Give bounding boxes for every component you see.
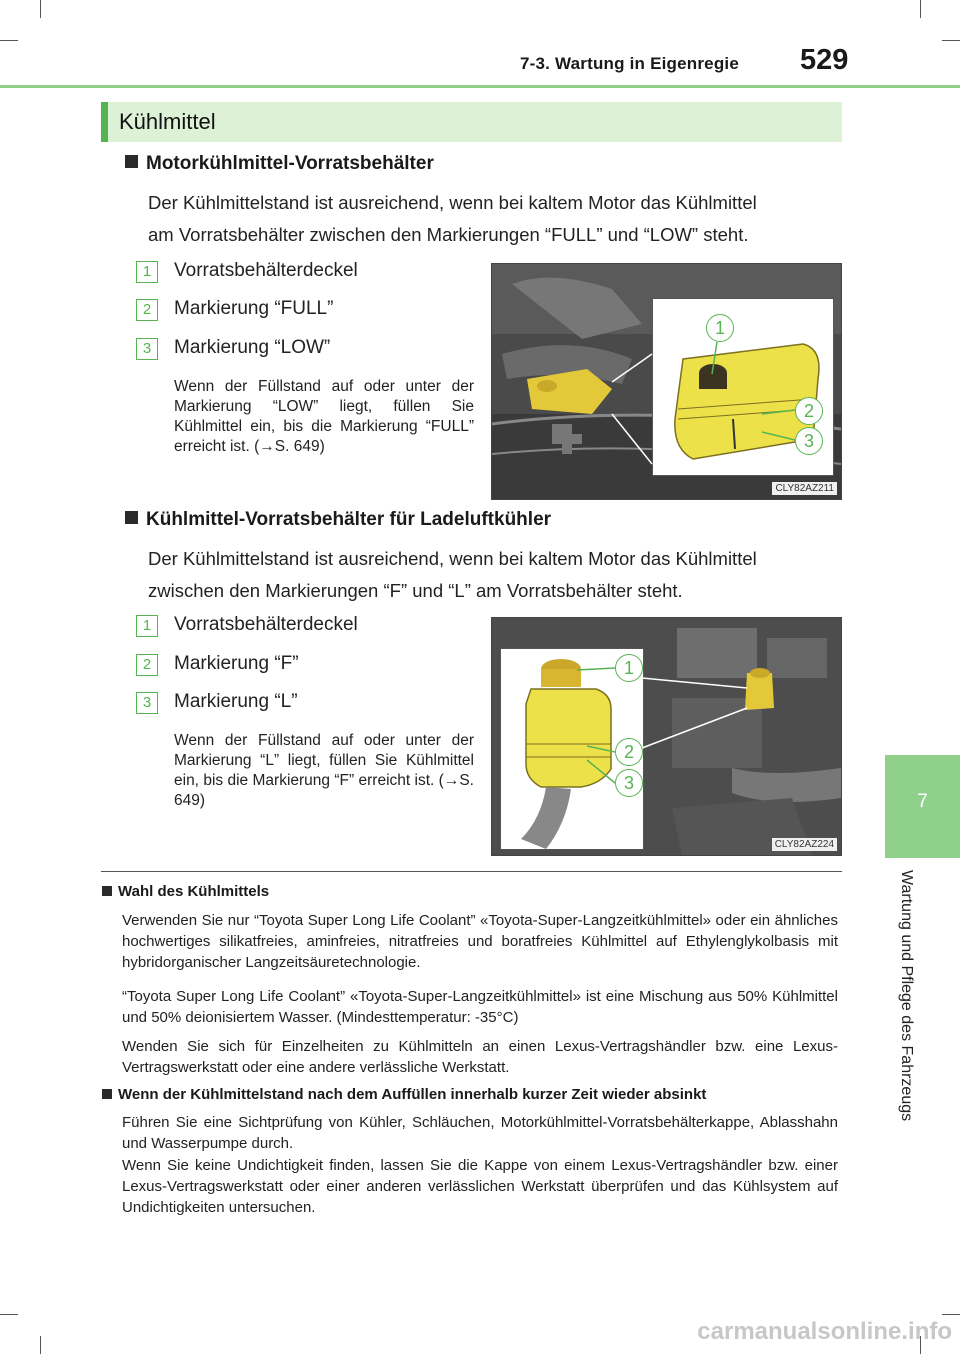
figure-code: CLY82AZ211 <box>772 482 837 495</box>
page-number: 529 <box>800 44 849 76</box>
note-paragraph: Wenden Sie sich für Einzelheiten zu Kühlmitteln an einen Lexus-Vertragshändler bzw. eine Lexus-Vertragswerkstatt oder eine andere verlässliche Werkstatt. <box>122 1038 838 1076</box>
crop-mark <box>942 40 960 41</box>
crop-mark <box>0 40 18 41</box>
callout-1: 1 <box>706 314 734 342</box>
callout-2: 2 <box>795 397 823 425</box>
chapter-tab-number: 7 <box>917 791 928 812</box>
subsection-heading-intercooler: Kühlmittel-Vorratsbehälter für Ladeluftkühler <box>125 509 551 531</box>
callout-leader-lines <box>492 618 841 855</box>
item-number: 3 <box>136 338 158 360</box>
note-heading-level-drop: Wenn der Kühlmittelstand nach dem Auffüllen innerhalb kurzer Zeit wieder absinkt <box>102 1086 706 1103</box>
item-number: 3 <box>136 692 158 714</box>
crop-mark <box>40 1336 41 1354</box>
chapter-tab-label: Wartung und Pflege des Fahrzeugs <box>898 870 915 1122</box>
figure-code: CLY82AZ224 <box>772 838 837 851</box>
intercooler-reservoir-figure <box>491 617 842 856</box>
callout-leader-lines <box>492 264 841 499</box>
crop-mark <box>942 1314 960 1315</box>
intercooler-note: Wenn der Füllstand auf oder unter der Markierung “L” liegt, füllen Sie Kühlmittel ein, bis die Markierung “F” erreicht ist. (→S. 649) <box>174 732 474 809</box>
section-header <box>101 102 842 142</box>
item-label: Markierung “FULL” <box>174 298 334 319</box>
square-bullet-icon <box>102 1089 112 1099</box>
engine-note: Wenn der Füllstand auf oder unter der Markierung “LOW” liegt, füllen Sie Kühlmittel ein, bis die Markierung “FULL” erreicht ist. (→S. 649) <box>174 378 474 455</box>
item-label: Markierung “LOW” <box>174 337 331 358</box>
engine-intro-line-2: am Vorratsbehälter zwischen den Markierungen “FULL” und “LOW” steht. <box>148 224 749 245</box>
item-number: 1 <box>136 615 158 637</box>
subsection-heading-engine: Motorkühlmittel-Vorratsbehälter <box>125 153 434 175</box>
square-bullet-icon <box>125 155 138 168</box>
item-label: Markierung “L” <box>174 691 298 712</box>
header-rule <box>0 85 960 88</box>
chapter-title: 7-3. Wartung in Eigenregie <box>520 54 739 73</box>
watermark: carmanualsonline.info <box>697 1318 952 1345</box>
crop-mark <box>0 1314 18 1315</box>
item-label: Markierung “F” <box>174 653 299 674</box>
item-label: Vorratsbehälterdeckel <box>174 614 358 635</box>
note-heading-coolant-choice: Wahl des Kühlmittels <box>102 883 269 900</box>
callout-3: 3 <box>615 769 643 797</box>
intercooler-intro-line-1: Der Kühlmittelstand ist ausreichend, wenn bei kaltem Motor das Kühlmittel <box>148 548 757 569</box>
note-paragraph: Wenn Sie keine Undichtigkeit finden, lassen Sie die Kappe von einem Lexus-Vertragshändler bzw. einer Lexus-Vertragswerkstatt oder einer anderen verlässlichen Werkstatt überprüfen und das Kühlsystem auf Undichtigkeiten untersuchen. <box>122 1157 838 1216</box>
callout-1: 1 <box>615 654 643 682</box>
chapter-tab <box>885 755 960 858</box>
intercooler-intro-line-2: zwischen den Markierungen “F” und “L” am Vorratsbehälter steht. <box>148 580 683 601</box>
note-paragraph: Verwenden Sie nur “Toyota Super Long Life Coolant” «Toyota-Super-Langzeitkühlmittel» oder ein ähnliches hochwertiges silikatfreies, aminfreies, nitratfreies und boratfreies Kühlmittel auf Ethylenglykolbasis mit hybridorganischer Langzeitsäuretechnologie. <box>122 912 838 971</box>
note-paragraph: “Toyota Super Long Life Coolant” «Toyota-Super-Langzeitkühlmittel» ist eine Mischung aus 50% Kühlmittel und 50% deionisiertem Wasser. (Mindesttemperatur: -35°C) <box>122 988 838 1026</box>
square-bullet-icon <box>102 886 112 896</box>
engine-reservoir-figure <box>491 263 842 500</box>
callout-2: 2 <box>615 738 643 766</box>
notes-divider <box>101 871 842 872</box>
crop-mark <box>40 0 41 18</box>
item-number: 1 <box>136 261 158 283</box>
callout-3: 3 <box>795 427 823 455</box>
item-number: 2 <box>136 299 158 321</box>
note-paragraph: Führen Sie eine Sichtprüfung von Kühler, Schläuchen, Motorkühlmittel-Vorratsbehälterkappe, Ablasshahn und Wasserpumpe durch. <box>122 1114 838 1152</box>
section-title: Kühlmittel <box>119 109 216 134</box>
item-number: 2 <box>136 654 158 676</box>
crop-mark <box>920 0 921 18</box>
item-label: Vorratsbehälterdeckel <box>174 260 358 281</box>
section-header-accent <box>101 102 108 142</box>
square-bullet-icon <box>125 511 138 524</box>
engine-intro-line-1: Der Kühlmittelstand ist ausreichend, wenn bei kaltem Motor das Kühlmittel <box>148 192 757 213</box>
